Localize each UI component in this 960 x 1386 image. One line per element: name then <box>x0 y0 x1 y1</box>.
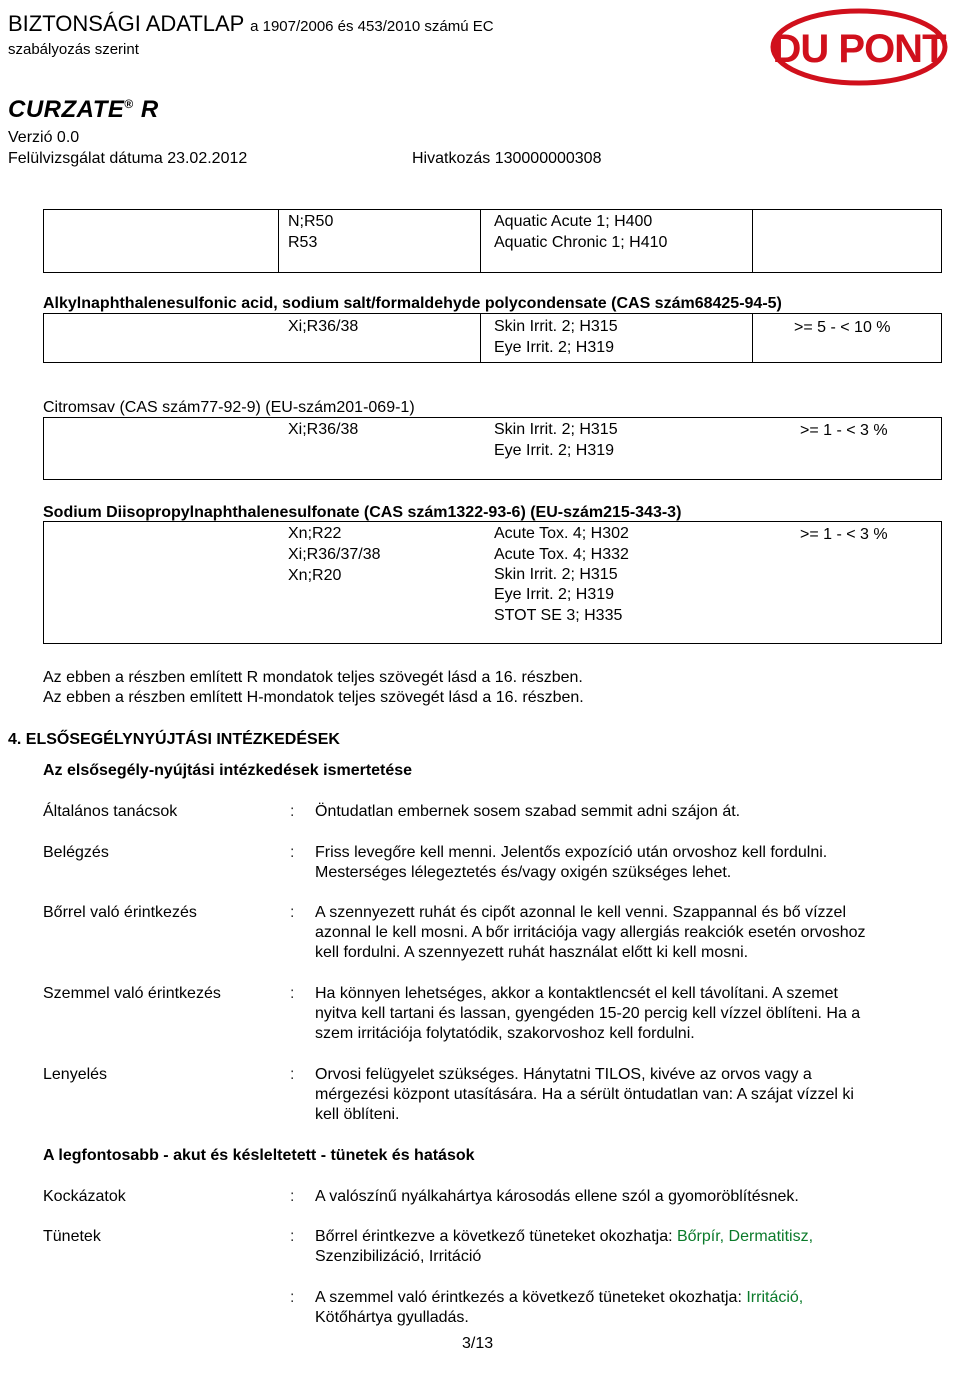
note-r-phrases: Az ebben a részben említett R mondatok teljes szövegét lásd a 16. részben. <box>43 669 583 686</box>
note-h-phrases: Az ebben a részben említett H-mondatok teljes szövegét lásd a 16. részben. <box>43 689 584 706</box>
colon: : <box>290 1289 295 1306</box>
risks-label: Kockázatok <box>43 1188 126 1205</box>
svg-text:DU PONT: DU PONT <box>772 27 946 71</box>
measure-text: azonnal le kell mosni. A bőr irritációja vagy allergiás reakciók esetén orvoshoz <box>315 924 866 941</box>
section-4-title: 4. ELSŐSEGÉLYNYÚJTÁSI INTÉZKEDÉSEK <box>8 731 340 748</box>
h-phrase: Eye Irrit. 2; H319 <box>494 339 615 356</box>
title-regulation: a 1907/2006 és 453/2010 számú EC <box>250 18 494 35</box>
concentration: >= 5 - < 10 % <box>794 319 891 336</box>
risks-text: A valószínű nyálkahártya károsodás ellene szól a gyomoröblítésnek. <box>315 1188 799 1205</box>
measure-text: Orvosi felügyelet szükséges. Hánytatni TILOS, kivéve az orvos vagy a <box>315 1066 812 1083</box>
colon: : <box>290 803 295 820</box>
product-name: CURZATE® R <box>8 96 159 123</box>
page-number: 3/13 <box>462 1335 494 1352</box>
h-phrase: Skin Irrit. 2; H315 <box>494 318 618 335</box>
r-phrase: Xi;R36/38 <box>288 421 359 438</box>
symptoms-text: Szenzibilizáció, Irritáció <box>315 1248 482 1265</box>
measure-text: kell fordulni. A szennyezett ruhát használat előtt ki kell mosni. <box>315 944 749 961</box>
component-table-1 <box>43 209 942 273</box>
r-phrase: N;R50 <box>288 213 334 230</box>
h-phrase: Skin Irrit. 2; H315 <box>494 566 618 583</box>
registered-mark: ® <box>124 97 134 111</box>
measure-label: Szemmel való érintkezés <box>43 985 221 1002</box>
h-phrase: Aquatic Acute 1; H400 <box>494 213 653 230</box>
title-main: BIZTONSÁGI ADATLAP <box>8 11 244 36</box>
colon: : <box>290 904 295 921</box>
colon: : <box>290 1066 295 1083</box>
measure-text: nyitva kell tartani és lassan, gyengéden 15-20 percig kell vízzel öblíteni. Ha a <box>315 1005 861 1022</box>
concentration: >= 1 - < 3 % <box>800 422 888 439</box>
section-4-subtitle: Az elsősegély-nyújtási intézkedések ismertetése <box>43 762 413 779</box>
h-phrase: Skin Irrit. 2; H315 <box>494 421 618 438</box>
revision-date: Felülvizsgálat dátuma 23.02.2012 <box>8 150 248 167</box>
measure-label: Általános tanácsok <box>43 803 178 820</box>
colon: : <box>290 1228 295 1245</box>
document-title <box>8 11 494 40</box>
colon: : <box>290 1188 295 1205</box>
measure-text: kell öblíteni. <box>315 1106 400 1123</box>
r-phrase: Xi;R36/38 <box>288 318 359 335</box>
measure-label: Belégzés <box>43 844 109 861</box>
measure-text: Mesterséges lélegeztetés és/vagy oxigén szükséges lehet. <box>315 864 732 881</box>
h-phrase: Acute Tox. 4; H302 <box>494 525 629 542</box>
measure-text: Öntudatlan embernek sosem szabad semmit adni szájon át. <box>315 803 741 820</box>
dupont-logo <box>770 8 948 86</box>
symptoms-text: Bőrrel érintkezve a következő tüneteket okozhatja: Bőrpír, Dermatitisz, <box>315 1228 814 1245</box>
h-phrase: Eye Irrit. 2; H319 <box>494 442 615 459</box>
eye-symptoms-text: A szemmel való érintkezés a következő tüneteket okozhatja: Irritáció, <box>315 1289 804 1306</box>
r-phrase: Xi;R36/37/38 <box>288 546 381 563</box>
symptoms-title: A legfontosabb - akut és késleltetett - tünetek és hatások <box>43 1147 475 1164</box>
measure-text: mérgezési központ utasítására. Ha a sérült öntudatlan van: A szájat vízzel ki <box>315 1086 854 1103</box>
measure-text: Friss levegőre kell menni. Jelentős expozíció után orvoshoz kell fordulni. <box>315 844 828 861</box>
component-name: Citromsav (CAS szám77-92-9) (EU-szám201-069-1) <box>43 399 415 416</box>
measure-text: A szennyezett ruhát és cipőt azonnal le kell venni. Szappannal és bő vízzel <box>315 904 846 921</box>
colon: : <box>290 985 295 1002</box>
h-phrase: Acute Tox. 4; H332 <box>494 546 629 563</box>
r-phrase: Xn;R22 <box>288 525 342 542</box>
component-name: Alkylnaphthalenesulfonic acid, sodium salt/formaldehyde polycondensate (CAS szám68425-94-5) <box>43 295 782 312</box>
symptoms-label: Tünetek <box>43 1228 101 1245</box>
measure-text: Ha könnyen lehetséges, akkor a kontaktlencsét el kell távolítani. A szemet <box>315 985 838 1002</box>
version: Verzió 0.0 <box>8 129 80 146</box>
measure-text: szem irritációja folytatódik, szakorvoshoz kell fordulni. <box>315 1025 695 1042</box>
r-phrase: Xn;R20 <box>288 567 342 584</box>
h-phrase: Eye Irrit. 2; H319 <box>494 586 615 603</box>
title-regulation-2: szabályozás szerint <box>8 41 139 58</box>
measure-label: Bőrrel való érintkezés <box>43 904 197 921</box>
component-name: Sodium Diisopropylnaphthalenesulfonate (CAS szám1322-93-6) (EU-szám215-343-3) <box>43 504 682 521</box>
r-phrase: R53 <box>288 234 318 251</box>
colon: : <box>290 844 295 861</box>
measure-label: Lenyelés <box>43 1066 108 1083</box>
eye-symptoms-text: Kötőhártya gyulladás. <box>315 1309 469 1326</box>
concentration: >= 1 - < 3 % <box>800 526 888 543</box>
reference-number: Hivatkozás 130000000308 <box>412 150 602 167</box>
h-phrase: STOT SE 3; H335 <box>494 607 623 624</box>
h-phrase: Aquatic Chronic 1; H410 <box>494 234 668 251</box>
